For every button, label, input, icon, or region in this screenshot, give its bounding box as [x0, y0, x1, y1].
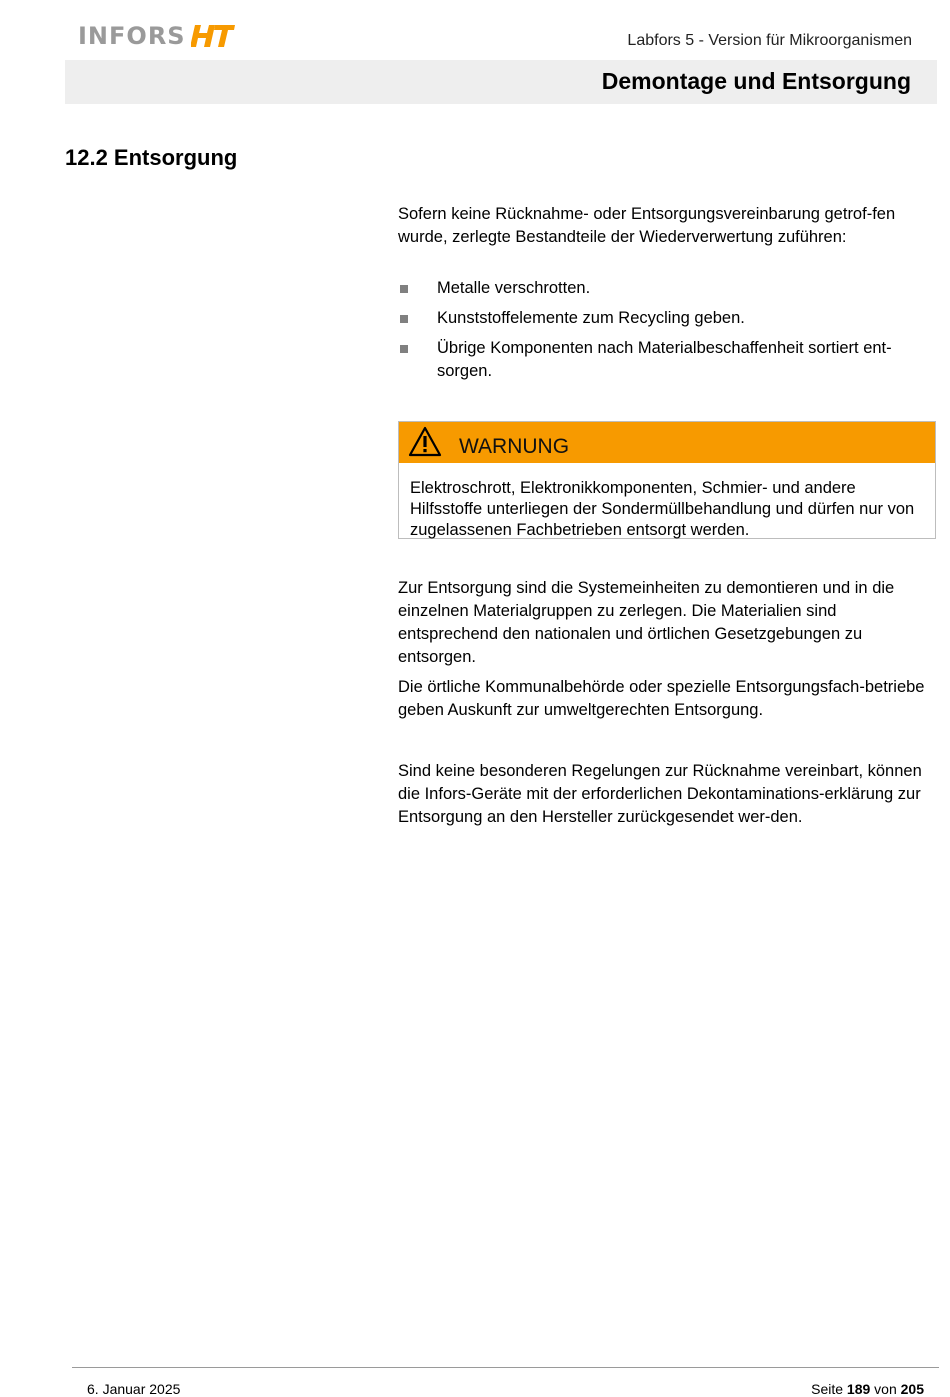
chapter-title: Demontage und Entsorgung [601, 68, 911, 94]
square-bullet-icon [400, 315, 408, 323]
warning-text: Elektroschrott, Elektronikkomponenten, Schmier- und andere Hilfsstoffe unterliegen der Sondermüllbehandlung und dürfen nur von zugelassenen Fachbetrieben entsorgt werden. [410, 479, 915, 539]
warning-header [399, 422, 935, 463]
warning-label: WARNUNG [459, 435, 570, 458]
section-title: 12.2 Entsorgung [65, 145, 238, 170]
list-item [398, 337, 938, 383]
list-item-text: Übrige Komponenten nach Materialbeschaffenheit sortiert ent-sorgen. [437, 339, 892, 380]
square-bullet-icon [400, 285, 408, 293]
intro-paragraph: Sofern keine Rücknahme- oder Entsorgungsvereinbarung getrof-fen wurde, zerlegte Bestandteile der Wiederverwertung zuführen: [398, 205, 896, 246]
return-paragraph: Sind keine besonderen Regelungen zur Rücknahme vereinbart, können die Infors-Geräte mit der erforderlichen Dekontaminations-erklärung zur Entsorgung an den Hersteller zurückgesendet wer-den. [398, 762, 922, 826]
page-separator: von [874, 1381, 897, 1397]
current-page: 189 [846, 1381, 871, 1397]
warning-box [398, 421, 936, 539]
warning-triangle-icon [408, 426, 442, 458]
list-item-text: Metalle verschrotten. [437, 279, 591, 297]
disposal-list [398, 277, 938, 390]
footer-date: 6. Januar 2025 [87, 1381, 181, 1397]
footer-divider [72, 1367, 939, 1368]
chapter-header-band [65, 60, 937, 104]
list-item [398, 307, 938, 330]
total-pages: 205 [900, 1381, 924, 1397]
logo-ht-mark [191, 25, 235, 47]
infors-logo [78, 22, 235, 50]
page-number [811, 1381, 924, 1397]
page-prefix: Seite [811, 1381, 844, 1397]
list-item [398, 277, 938, 300]
list-item-text: Kunststoffelemente zum Recycling geben. [437, 309, 745, 327]
authority-paragraph: Die örtliche Kommunalbehörde oder spezielle Entsorgungsfach-betriebe geben Auskunft zur umweltgerechten Entsorgung. [398, 678, 925, 719]
logo-text: INFORS [78, 22, 186, 50]
square-bullet-icon [400, 345, 408, 353]
document-title: Labfors 5 - Version für Mikroorganismen [627, 32, 912, 49]
disposal-paragraph: Zur Entsorgung sind die Systemeinheiten zu demontieren und in die einzelnen Materialgruppen zu zerlegen. Die Materialien sind entsprechend den nationalen und örtlichen Gesetzgebungen zu entsorgen. [398, 579, 895, 666]
